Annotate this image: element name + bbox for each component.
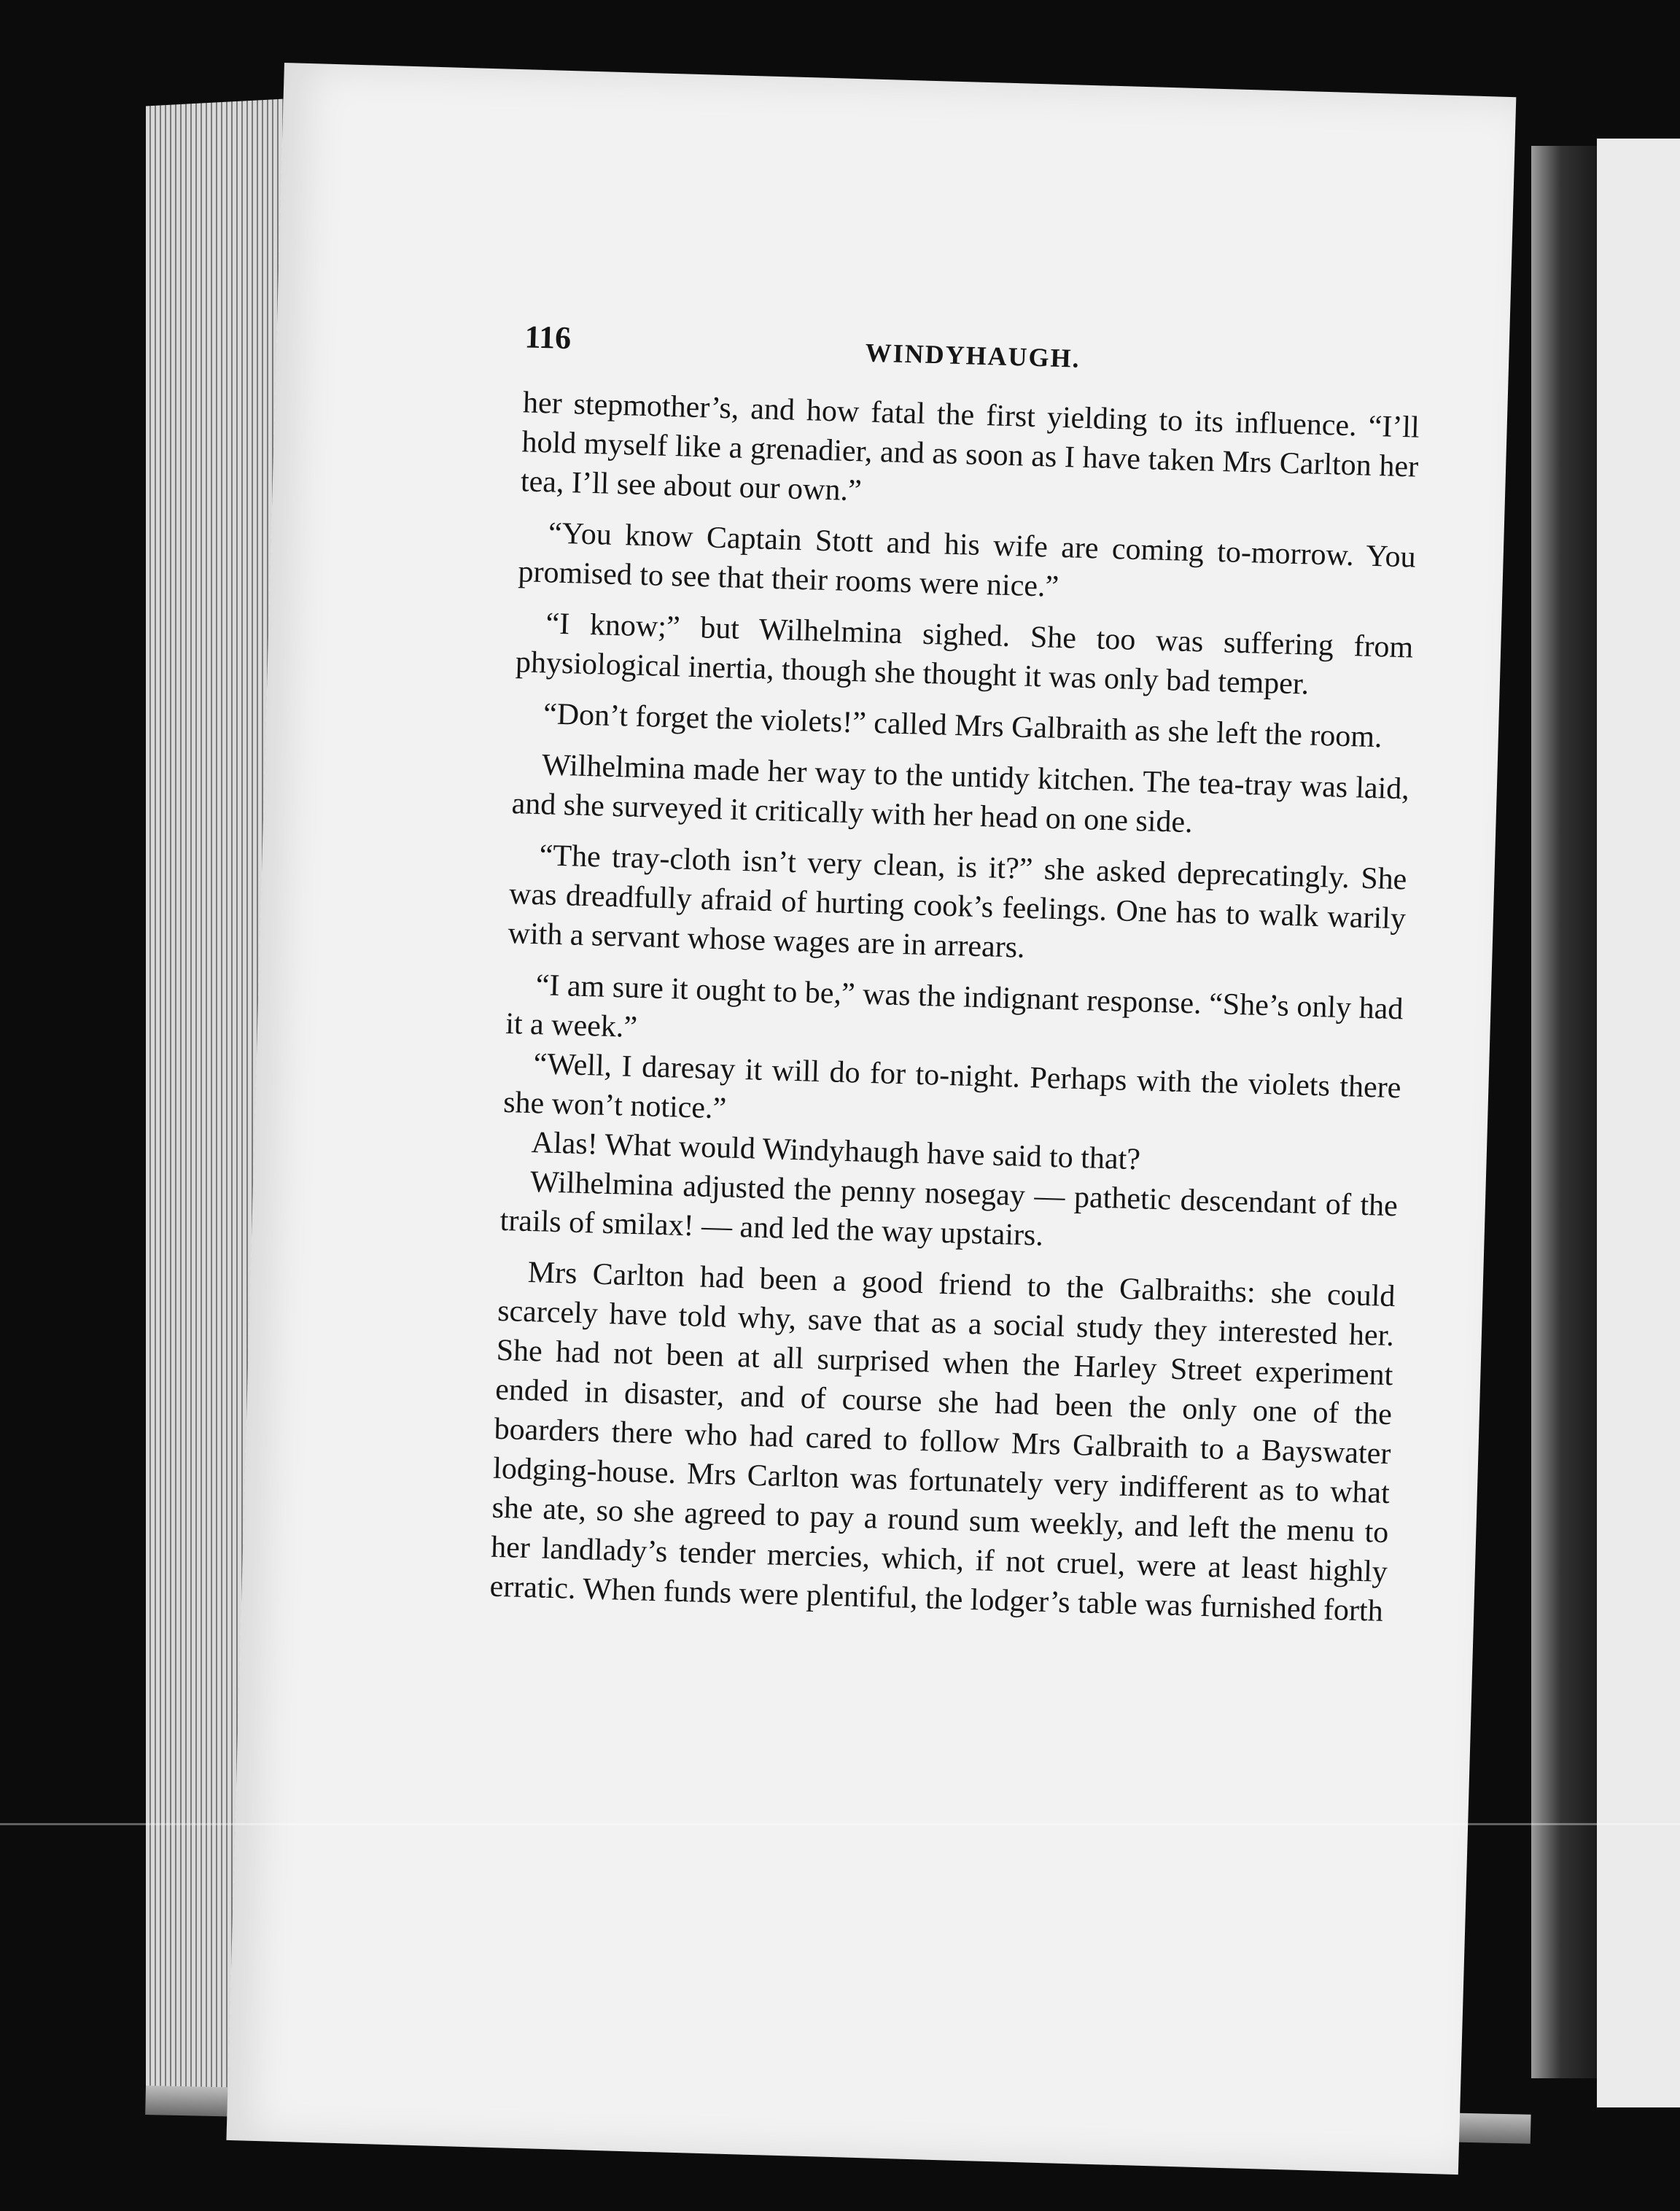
paragraph: Alas! What would Windyhaugh have said to that? bbox=[531, 1126, 1141, 1177]
book-page bbox=[226, 63, 1516, 2175]
page-content bbox=[480, 317, 1422, 1982]
paragraph: Wilhelmina made her way to the untidy kitchen. The tea-tray was laid, and she surveyed it critically with her head on one side. bbox=[511, 748, 1410, 840]
paragraph: Wilhelmina adjusted the penny nosegay — pathetic descendant of the trails of smilax! — and led the way upstairs. bbox=[499, 1165, 1399, 1253]
paragraph: “The tray-cloth isn’t very clean, is it?” she asked deprecatingly. She was dreadfully afraid of hurting cook’s feelings. One has to walk warily with a servant whose wages are in arrears. bbox=[508, 839, 1407, 965]
paragraph: “You know Captain Stott and his wife are coming to-morrow. You promised to see that their rooms were nice.” bbox=[517, 516, 1417, 604]
paragraph: her stepmother’s, and how fatal the first yielding to its influence. “I’ll hold myself like a grenadier, and as soon as I have taken Mrs Carlton her tea, I’ll see about our own.” bbox=[520, 386, 1420, 508]
paragraph: “Well, I daresay it will do for to-night. Perhaps with the violets there she won’t notice.” bbox=[502, 1047, 1401, 1126]
facing-page bbox=[1597, 139, 1680, 2107]
paragraph: Mrs Carlton had been a good friend to the Galbraiths: she could scarcely have told why, save that as a social study they interested her. She had not been at all surprised when the Harley Street experiment ended in disaster, and of course she had been the only one of the boarders there who had cared to follow Mrs Galbraith to a Bayswater lodging-house. Mrs Carlton was fortunately very indifferent as to what she ate, so she agreed to pay a round sum weekly, and left the menu to her landlady’s tender mercies, which, if not cruel, were at least highly erratic. When funds were plentiful, the lodger’s table was furnished forth bbox=[489, 1255, 1396, 1628]
paragraph: “Don’t forget the violets!” called Mrs Galbraith as she left the room. bbox=[542, 697, 1383, 755]
scan-artifact-line bbox=[0, 1823, 1680, 1825]
running-title: WINDYHAUGH. bbox=[865, 338, 1081, 373]
paragraph: “I am sure it ought to be,” was the indignant response. “She’s only had it a week.” bbox=[505, 968, 1404, 1045]
page-number: 116 bbox=[524, 319, 572, 357]
book-gutter bbox=[1531, 146, 1597, 2078]
paragraph: “I know;” but Wilhelmina sighed. She too was suffering from physiological inertia, though she thought it was only bad temper. bbox=[515, 607, 1414, 702]
